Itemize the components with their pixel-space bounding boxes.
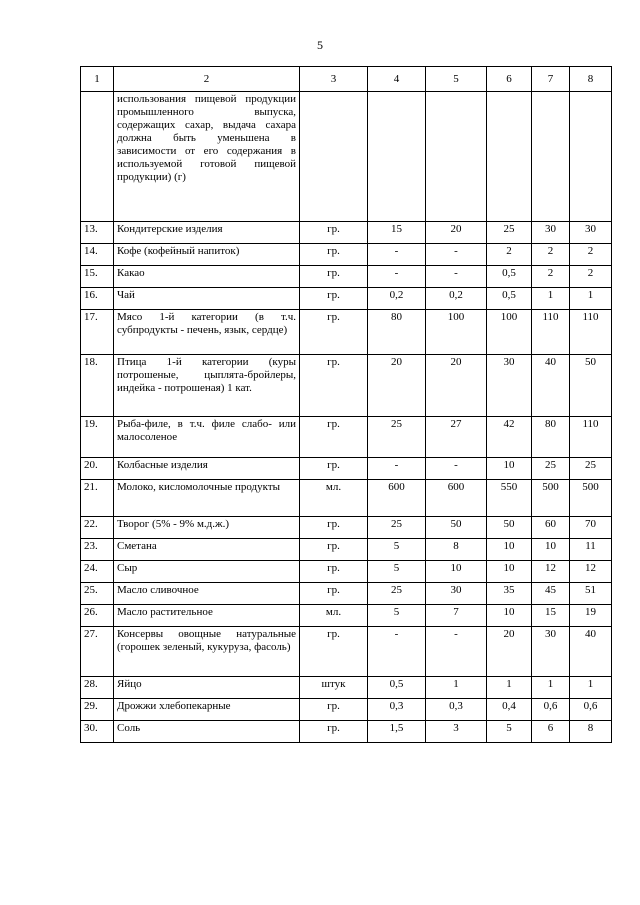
table-row (81, 721, 612, 743)
unit (300, 92, 368, 222)
value-col-5: - (426, 458, 487, 480)
product-name: Колбасные изделия (114, 458, 300, 480)
unit: гр. (300, 310, 368, 355)
unit: гр. (300, 561, 368, 583)
value-col-4: 20 (368, 355, 426, 417)
row-number: 30. (81, 721, 114, 743)
value-col-5: 20 (426, 355, 487, 417)
unit: гр. (300, 583, 368, 605)
value-col-4: 5 (368, 561, 426, 583)
header-cell: 5 (426, 67, 487, 92)
row-number: 29. (81, 699, 114, 721)
product-name: использования пищевой продукции промышленного выпуска, содержащих сахар, выдача сахара должна быть уменьшена в зависимости от его содержания в используемой готовой пищевой продукции) (г) (114, 92, 300, 222)
product-name: Чай (114, 288, 300, 310)
value-col-7: 15 (532, 605, 570, 627)
header-cell: 6 (487, 67, 532, 92)
value-col-6: 0,5 (487, 266, 532, 288)
table-row (81, 458, 612, 480)
header-cell: 3 (300, 67, 368, 92)
value-col-6: 550 (487, 480, 532, 517)
value-col-7: 45 (532, 583, 570, 605)
value-col-7: 6 (532, 721, 570, 743)
value-col-7 (532, 92, 570, 222)
value-col-8: 2 (570, 266, 612, 288)
value-col-5: - (426, 266, 487, 288)
product-name: Соль (114, 721, 300, 743)
value-col-5: 100 (426, 310, 487, 355)
table-row (81, 480, 612, 517)
unit: гр. (300, 699, 368, 721)
value-col-8: 2 (570, 244, 612, 266)
value-col-6: 100 (487, 310, 532, 355)
unit: гр. (300, 417, 368, 458)
header-cell: 1 (81, 67, 114, 92)
row-number: 26. (81, 605, 114, 627)
table-row (81, 355, 612, 417)
header-row (81, 67, 612, 92)
table-row (81, 417, 612, 458)
value-col-6: 5 (487, 721, 532, 743)
value-col-6: 10 (487, 458, 532, 480)
value-col-4: 25 (368, 583, 426, 605)
value-col-4 (368, 92, 426, 222)
value-col-7: 1 (532, 288, 570, 310)
value-col-4: 5 (368, 605, 426, 627)
value-col-6: 1 (487, 677, 532, 699)
product-name: Какао (114, 266, 300, 288)
value-col-6: 10 (487, 561, 532, 583)
row-number: 27. (81, 627, 114, 677)
value-col-5: - (426, 627, 487, 677)
product-name: Молоко, кисломолочные продукты (114, 480, 300, 517)
value-col-6: 30 (487, 355, 532, 417)
value-col-6: 25 (487, 222, 532, 244)
row-number: 28. (81, 677, 114, 699)
unit: мл. (300, 605, 368, 627)
value-col-4: 25 (368, 417, 426, 458)
value-col-4: - (368, 458, 426, 480)
product-name: Птица 1-й категории (куры потрошеные, цыплята-бройлеры, индейка - потрошеная) 1 кат. (114, 355, 300, 417)
product-name: Творог (5% - 9% м.д.ж.) (114, 517, 300, 539)
value-col-8: 51 (570, 583, 612, 605)
product-name: Масло сливочное (114, 583, 300, 605)
row-number (81, 92, 114, 222)
value-col-5: 0,3 (426, 699, 487, 721)
header-cell: 2 (114, 67, 300, 92)
value-col-7: 30 (532, 222, 570, 244)
row-number: 17. (81, 310, 114, 355)
value-col-6: 2 (487, 244, 532, 266)
value-col-5: 8 (426, 539, 487, 561)
value-col-7: 2 (532, 244, 570, 266)
value-col-4: 1,5 (368, 721, 426, 743)
value-col-6: 50 (487, 517, 532, 539)
table-row (81, 92, 612, 222)
product-name: Кофе (кофейный напиток) (114, 244, 300, 266)
value-col-8: 11 (570, 539, 612, 561)
product-name: Масло растительное (114, 605, 300, 627)
value-col-5: 0,2 (426, 288, 487, 310)
value-col-5: 30 (426, 583, 487, 605)
product-name: Дрожжи хлебопекарные (114, 699, 300, 721)
value-col-7: 12 (532, 561, 570, 583)
row-number: 15. (81, 266, 114, 288)
table-row (81, 310, 612, 355)
value-col-7: 1 (532, 677, 570, 699)
table-row (81, 561, 612, 583)
unit: мл. (300, 480, 368, 517)
value-col-8: 110 (570, 417, 612, 458)
value-col-4: 0,5 (368, 677, 426, 699)
value-col-5: 1 (426, 677, 487, 699)
table-row (81, 288, 612, 310)
value-col-4: - (368, 266, 426, 288)
value-col-8: 19 (570, 605, 612, 627)
row-number: 13. (81, 222, 114, 244)
unit: гр. (300, 222, 368, 244)
value-col-8: 500 (570, 480, 612, 517)
table-row (81, 677, 612, 699)
food-norms-table (80, 66, 612, 743)
unit: гр. (300, 627, 368, 677)
value-col-4: 5 (368, 539, 426, 561)
value-col-7: 80 (532, 417, 570, 458)
value-col-7: 10 (532, 539, 570, 561)
unit: гр. (300, 517, 368, 539)
value-col-5: 7 (426, 605, 487, 627)
product-name: Мясо 1-й категории (в т.ч. субпродукты - печень, язык, сердце) (114, 310, 300, 355)
value-col-6: 0,5 (487, 288, 532, 310)
value-col-8: 30 (570, 222, 612, 244)
value-col-7: 25 (532, 458, 570, 480)
value-col-7: 0,6 (532, 699, 570, 721)
value-col-4: 600 (368, 480, 426, 517)
value-col-8 (570, 92, 612, 222)
value-col-5: 20 (426, 222, 487, 244)
value-col-5: 3 (426, 721, 487, 743)
row-number: 19. (81, 417, 114, 458)
row-number: 24. (81, 561, 114, 583)
value-col-8: 70 (570, 517, 612, 539)
header-cell: 7 (532, 67, 570, 92)
product-name: Яйцо (114, 677, 300, 699)
table-row (81, 583, 612, 605)
product-name: Кондитерские изделия (114, 222, 300, 244)
value-col-8: 8 (570, 721, 612, 743)
table-row (81, 605, 612, 627)
unit: гр. (300, 244, 368, 266)
value-col-4: 80 (368, 310, 426, 355)
value-col-6: 10 (487, 539, 532, 561)
value-col-6: 35 (487, 583, 532, 605)
value-col-6: 42 (487, 417, 532, 458)
value-col-7: 40 (532, 355, 570, 417)
value-col-5: 600 (426, 480, 487, 517)
value-col-5: - (426, 244, 487, 266)
unit: штук (300, 677, 368, 699)
row-number: 20. (81, 458, 114, 480)
row-number: 25. (81, 583, 114, 605)
value-col-8: 40 (570, 627, 612, 677)
row-number: 23. (81, 539, 114, 561)
page-number: 5 (317, 38, 323, 52)
value-col-4: 0,3 (368, 699, 426, 721)
value-col-5: 10 (426, 561, 487, 583)
table-row (81, 266, 612, 288)
row-number: 14. (81, 244, 114, 266)
value-col-7: 30 (532, 627, 570, 677)
value-col-8: 1 (570, 677, 612, 699)
value-col-5: 27 (426, 417, 487, 458)
row-number: 16. (81, 288, 114, 310)
value-col-7: 110 (532, 310, 570, 355)
table-row (81, 244, 612, 266)
value-col-8: 1 (570, 288, 612, 310)
value-col-8: 0,6 (570, 699, 612, 721)
unit: гр. (300, 266, 368, 288)
value-col-8: 50 (570, 355, 612, 417)
table-row (81, 627, 612, 677)
value-col-7: 500 (532, 480, 570, 517)
table-row (81, 539, 612, 561)
value-col-6: 0,4 (487, 699, 532, 721)
row-number: 21. (81, 480, 114, 517)
table-body (81, 67, 612, 743)
header-cell: 4 (368, 67, 426, 92)
value-col-4: 25 (368, 517, 426, 539)
product-name: Сыр (114, 561, 300, 583)
value-col-4: 15 (368, 222, 426, 244)
value-col-8: 110 (570, 310, 612, 355)
value-col-7: 60 (532, 517, 570, 539)
value-col-5: 50 (426, 517, 487, 539)
value-col-8: 12 (570, 561, 612, 583)
value-col-8: 25 (570, 458, 612, 480)
table-row (81, 222, 612, 244)
header-cell: 8 (570, 67, 612, 92)
row-number: 22. (81, 517, 114, 539)
value-col-7: 2 (532, 266, 570, 288)
unit: гр. (300, 355, 368, 417)
value-col-4: 0,2 (368, 288, 426, 310)
value-col-6: 10 (487, 605, 532, 627)
unit: гр. (300, 539, 368, 561)
product-name: Консервы овощные натуральные (горошек зеленый, кукуруза, фасоль) (114, 627, 300, 677)
value-col-4: - (368, 244, 426, 266)
table-row (81, 699, 612, 721)
product-name: Рыба-филе, в т.ч. филе слабо- или малосоленое (114, 417, 300, 458)
unit: гр. (300, 288, 368, 310)
value-col-5 (426, 92, 487, 222)
value-col-6 (487, 92, 532, 222)
value-col-6: 20 (487, 627, 532, 677)
value-col-4: - (368, 627, 426, 677)
table-row (81, 517, 612, 539)
row-number: 18. (81, 355, 114, 417)
unit: гр. (300, 458, 368, 480)
unit: гр. (300, 721, 368, 743)
product-name: Сметана (114, 539, 300, 561)
